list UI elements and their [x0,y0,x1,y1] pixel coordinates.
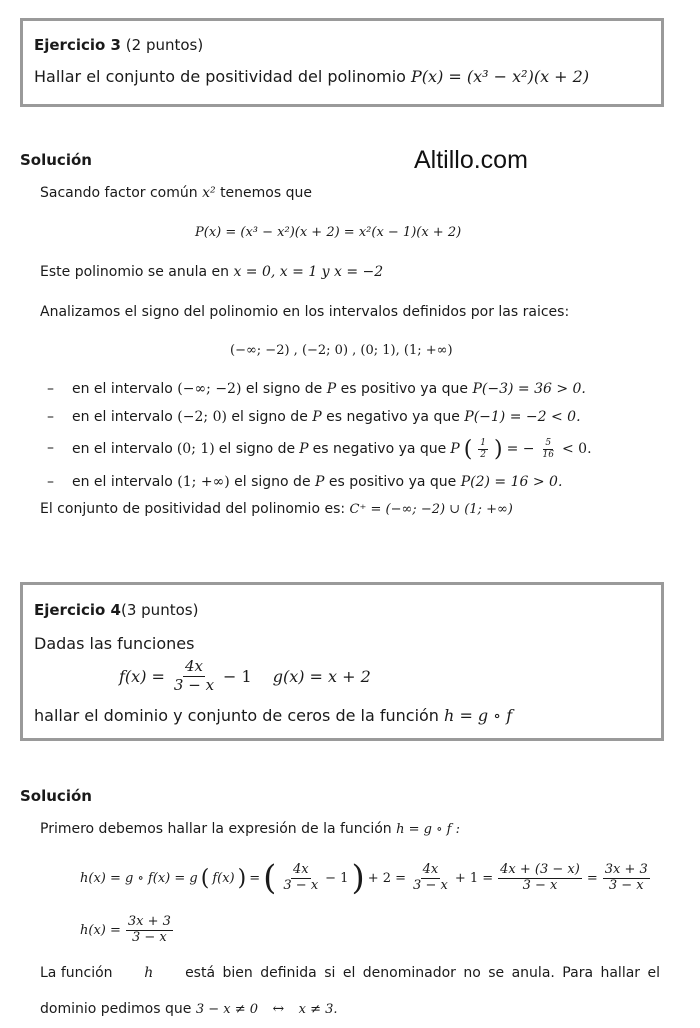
item-3-interval: (0; 1) [176,441,215,457]
fraction-denominator: 3 − x [413,877,448,893]
para2-formula2: x ≠ 3. [298,1002,338,1017]
item-1-sign: es positivo ya que [340,381,468,397]
sign-item-2 [72,409,581,425]
item-3-mid: el signo de [218,441,296,457]
item-4-mid: el signo de [234,474,311,490]
bullet-dash-2: – [47,409,54,425]
eq1-lhs: h(x) = g ∘ f(x) = g [80,870,198,886]
roots-line [40,264,383,280]
item-3-pre: en el intervalo [72,441,173,457]
exercise-4-task [34,706,512,725]
exercise-4-task-formula: h = g ∘ f [444,706,513,725]
bullet-dash-4: – [47,474,54,490]
bullet-dash-3: – [47,440,54,456]
item-1-var: P [326,381,337,397]
fraction-denominator: 3 − x [132,929,167,945]
big-right-paren: ) [351,858,365,898]
exercise-3-formula: P(x) = (x³ − x²)(x + 2) [411,67,590,86]
fraction-a [281,863,320,894]
para1-start: La función [40,965,113,981]
intro-text: Sacando factor común [40,185,198,201]
para2-formula: 3 − x ≠ 0 [195,1002,259,1017]
left-paren: ( [200,865,210,891]
roots-formula: x = 0, x = 1 y x = −2 [233,264,384,280]
item-3-var: P [299,441,309,457]
item-4-pre: en el intervalo [72,474,173,490]
exercise-3-header [34,36,203,54]
solution-3-heading: Solución [20,151,92,169]
exercise-4-given: Dadas las funciones [34,634,195,653]
domain-paragraph-line1 [40,965,660,981]
sign-item-3 [72,432,592,466]
exercise-3-box [20,18,664,107]
fraction-numerator: 3x + 3 [604,861,648,877]
para1-var: h [144,965,154,981]
exercise-3-points: (2 puntos) [125,36,204,54]
solution-3-intro [40,185,312,201]
fraction-denominator: 3 − x [522,877,558,893]
fraction-c [498,863,582,894]
fraction-b [411,863,450,894]
solution-4-heading: Solución [20,787,92,805]
watermark: Altillo.com [414,146,528,174]
item-3-sign: es negativo ya que [312,441,447,457]
item-3-eval-fn: P [450,441,460,457]
fraction-numerator: 4x [422,861,439,877]
right-paren: ) [494,436,503,462]
item-4-eval: P(2) = 16 > 0. [460,474,563,490]
item-3-eval-mid: = − [506,441,535,457]
fraction-numerator: 4x [184,657,203,676]
intro-text-end: tenemos que [220,185,312,201]
f-rest: − 1 [223,666,252,686]
roots-text: Este polinomio se anula en [40,264,229,280]
fraction-numerator: 4x + (3 − x) [500,861,580,877]
analysis-line: Analizamos el signo del polinomio en los intervalos definidos por las raices: [40,304,570,320]
exercise-3-statement [34,67,589,86]
item-1-mid: el signo de [245,381,323,397]
sign-item-4 [72,474,562,490]
fraction-d [603,863,650,894]
exercise-4-points: (3 puntos) [121,601,199,619]
item-2-eval: P(−1) = −2 < 0. [464,409,581,425]
conclusion-text: El conjunto de positividad del polinomio es: [40,501,346,517]
item-2-sign: es negativo ya que [326,409,460,425]
fraction-denominator: 3 − x [608,877,644,893]
big-left-paren: ( [263,858,277,898]
item-2-pre: en el intervalo [72,409,173,425]
solution-4-intro [40,821,460,837]
composition-equation [80,856,652,900]
g-definition: g(x) = x + 2 [272,666,371,686]
fraction-numerator: 5 [545,438,552,449]
item-2-interval: (−2; 0) [177,409,227,425]
item-3-fraction-result [541,438,556,460]
exercise-4-header [34,601,198,619]
equivalence-arrow-icon: ↔ [272,1001,285,1017]
exercise-4-box [20,582,664,741]
conclusion-line [40,501,513,517]
eq1-equals: = [249,870,261,886]
domain-paragraph-line2 [40,1001,338,1017]
f-lhs: f(x) = [119,666,165,686]
bullet-dash-1: – [47,381,54,397]
eq2-lhs: h(x) = [80,922,121,938]
item-4-var: P [315,474,325,490]
item-1-interval: (−∞; −2) [177,381,242,397]
fraction-denominator: 3 − x [283,877,319,893]
fraction-numerator: 3x + 3 [127,913,171,929]
exercise-4-title: Ejercicio 4 [34,601,121,619]
f-fraction [172,658,216,694]
sign-item-1 [72,381,586,397]
item-1-pre: en el intervalo [72,381,173,397]
right-paren: ) [237,865,247,891]
fraction-denominator: 3 − x [173,675,215,694]
fraction-numerator: 1 [480,438,487,449]
intro-variable: x² [202,185,216,201]
item-2-mid: el signo de [231,409,308,425]
exercise-4-task-text: hallar el dominio y conjunto de ceros de la función [34,706,439,725]
solution-4-intro-text: Primero debemos hallar la expresión de la función [40,821,392,837]
para2-text: dominio pedimos que [40,1001,192,1017]
left-paren: ( [463,436,473,462]
eq1-equals-final: = [586,870,598,886]
eq1-plus-two: + 2 = [367,870,407,886]
item-3-eval-post: < 0. [562,441,592,457]
item-3-fraction-half [478,438,488,460]
item-1-eval: P(−3) = 36 > 0. [472,381,586,397]
eq1-inner: f(x) [212,870,235,886]
conclusion-formula: C⁺ = (−∞; −2) ∪ (1; +∞) [349,502,513,517]
intervals-formula: (−∞; −2) , (−2; 0) , (0; 1), (1; +∞) [230,343,453,358]
eq1-plus-one: + 1 = [454,870,494,886]
fraction-denominator: 2 [480,449,487,460]
item-4-sign: es positivo ya que [328,474,457,490]
item-4-interval: (1; +∞) [177,474,230,490]
fraction-e [126,915,173,946]
factorization-formula: P(x) = (x³ − x²)(x + 2) = x²(x − 1)(x + 2) [195,225,462,240]
h-result-equation [80,908,175,952]
para1-rest: está bien definida si el denominador no se anula. Para hallar el [185,965,660,981]
item-2-var: P [312,409,322,425]
exercise-3-title: Ejercicio 3 [34,36,121,54]
fraction-denominator: 16 [542,449,554,460]
solution-4-intro-formula: h = g ∘ f : [396,822,460,837]
function-definitions [119,654,371,698]
exercise-3-statement-text: Hallar el conjunto de positividad del polinomio [34,67,406,86]
eq1-minus-one: − 1 [325,870,349,886]
fraction-numerator: 4x [292,861,309,877]
